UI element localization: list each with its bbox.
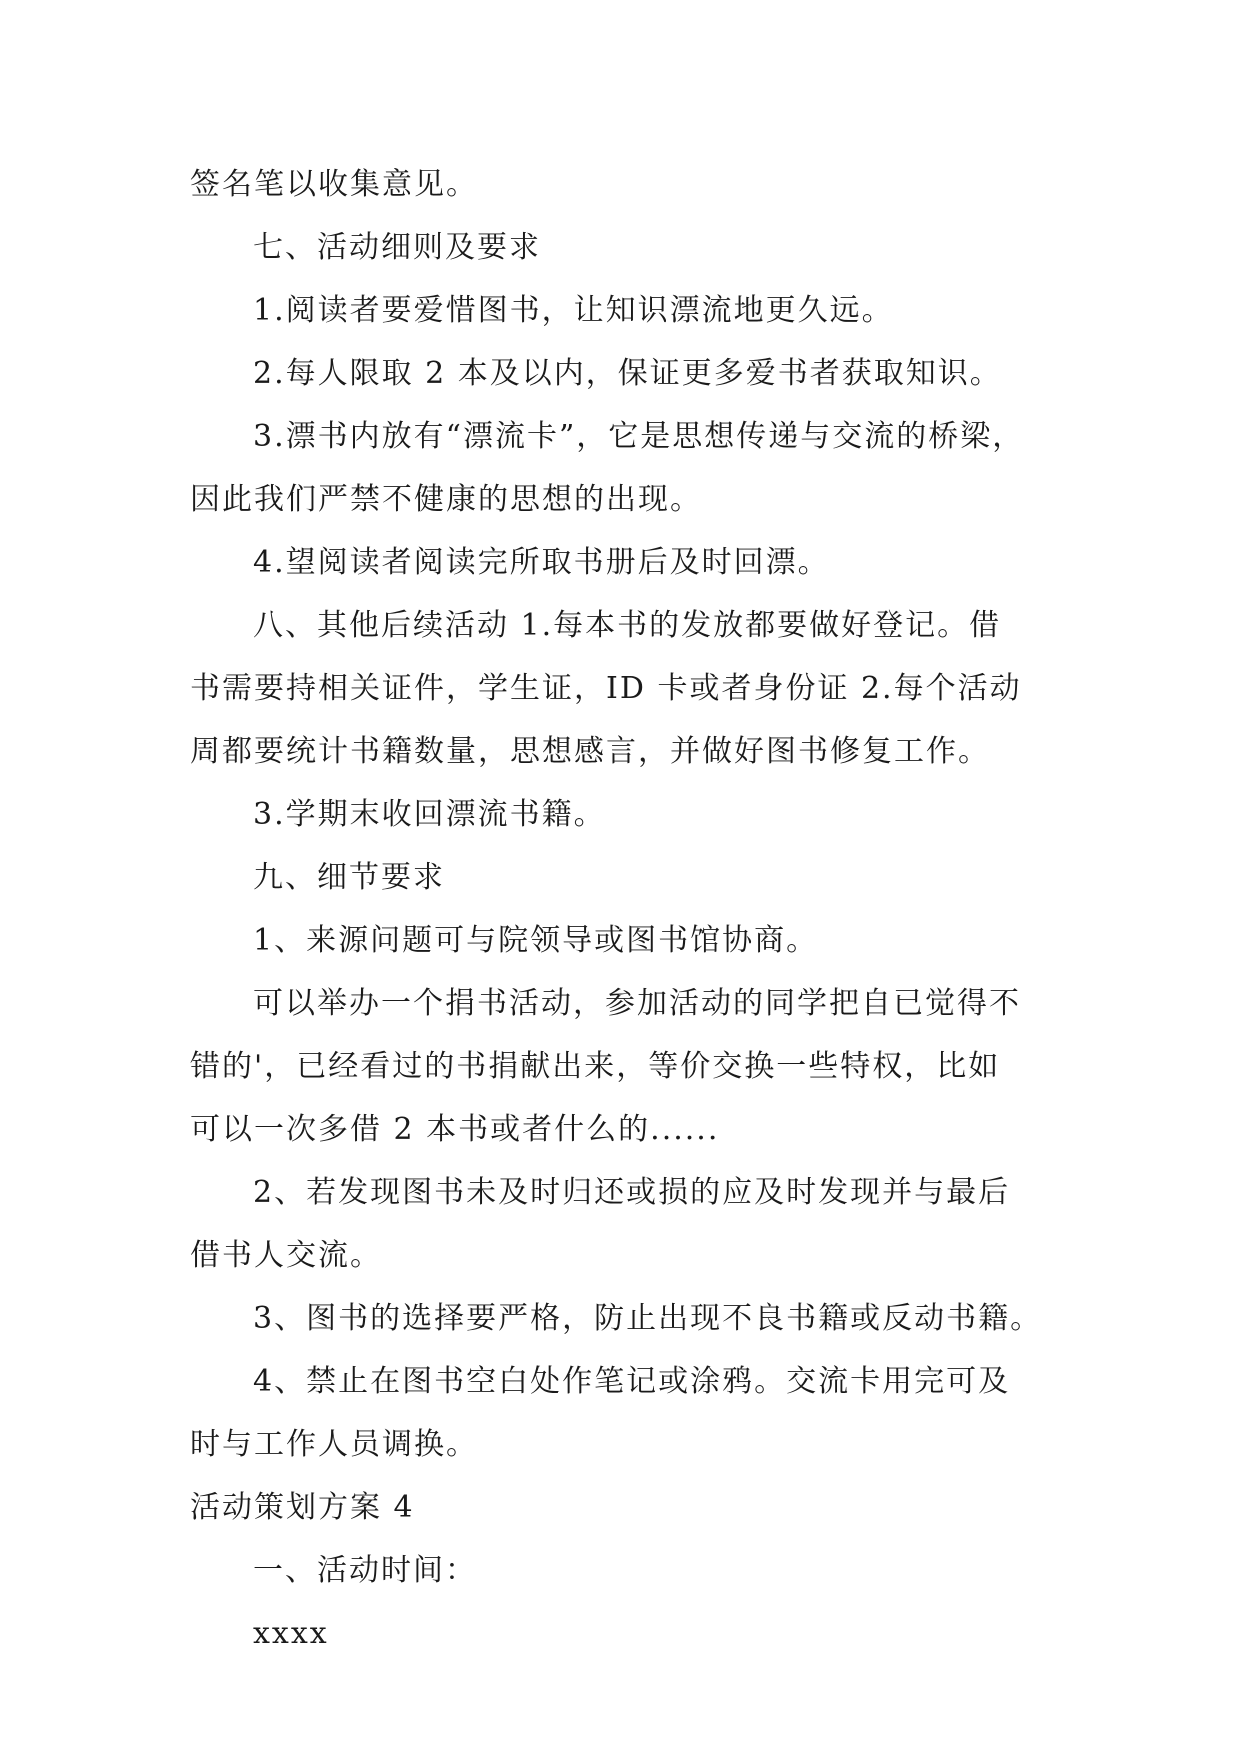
document-body — [190, 153, 1060, 1665]
text-line: 错的'，已经看过的书捐献出来，等价交换一些特权，比如 — [190, 1049, 1001, 1084]
document-title: 活动策划方案 4 — [190, 1490, 415, 1525]
text-line: 3.学期末收回漂流书籍。 — [253, 797, 606, 832]
text-line: 借书人交流。 — [190, 1238, 382, 1273]
text-line: 4.望阅读者阅读完所取书册后及时回漂。 — [253, 545, 830, 580]
section-heading: 九、细节要求 — [253, 860, 445, 895]
section-heading: 一、活动时间： — [253, 1553, 477, 1588]
text-line: 2、若发现图书未及时归还或损的应及时发现并与最后 — [253, 1175, 1011, 1210]
text-line: 3、图书的选择要严格，防止出现不良书籍或反动书籍。 — [253, 1301, 1043, 1336]
text-line: 可以一次多借 2 本书或者什么的...... — [190, 1112, 720, 1147]
section-heading: 八、其他后续活动 1.每本书的发放都要做好登记。借 — [253, 608, 1002, 643]
text-line: 时与工作人员调换。 — [190, 1427, 478, 1462]
text-line: 可以举办一个捐书活动，参加活动的同学把自已觉得不 — [253, 986, 1021, 1021]
text-line: 1、来源问题可与院领导或图书馆协商。 — [253, 923, 819, 958]
text-line: 4、禁止在图书空白处作笔记或涂鸦。交流卡用完可及 — [253, 1364, 1011, 1399]
text-line: 3.漂书内放有“漂流卡”，它是思想传递与交流的桥梁， — [253, 419, 1025, 454]
text-line: 2.每人限取 2 本及以内，保证更多爱书者获取知识。 — [253, 356, 1002, 391]
text-line: xxxx — [253, 1616, 329, 1651]
text-line: 因此我们严禁不健康的思想的出现。 — [190, 482, 702, 517]
text-line: 周都要统计书籍数量，思想感言，并做好图书修复工作。 — [190, 734, 990, 769]
section-heading: 七、活动细则及要求 — [253, 230, 541, 265]
text-line: 签名笔以收集意见。 — [190, 167, 478, 202]
text-line: 1.阅读者要爱惜图书，让知识漂流地更久远。 — [253, 293, 894, 328]
text-line: 书需要持相关证件，学生证，ID 卡或者身份证 2.每个活动 — [190, 671, 1022, 706]
